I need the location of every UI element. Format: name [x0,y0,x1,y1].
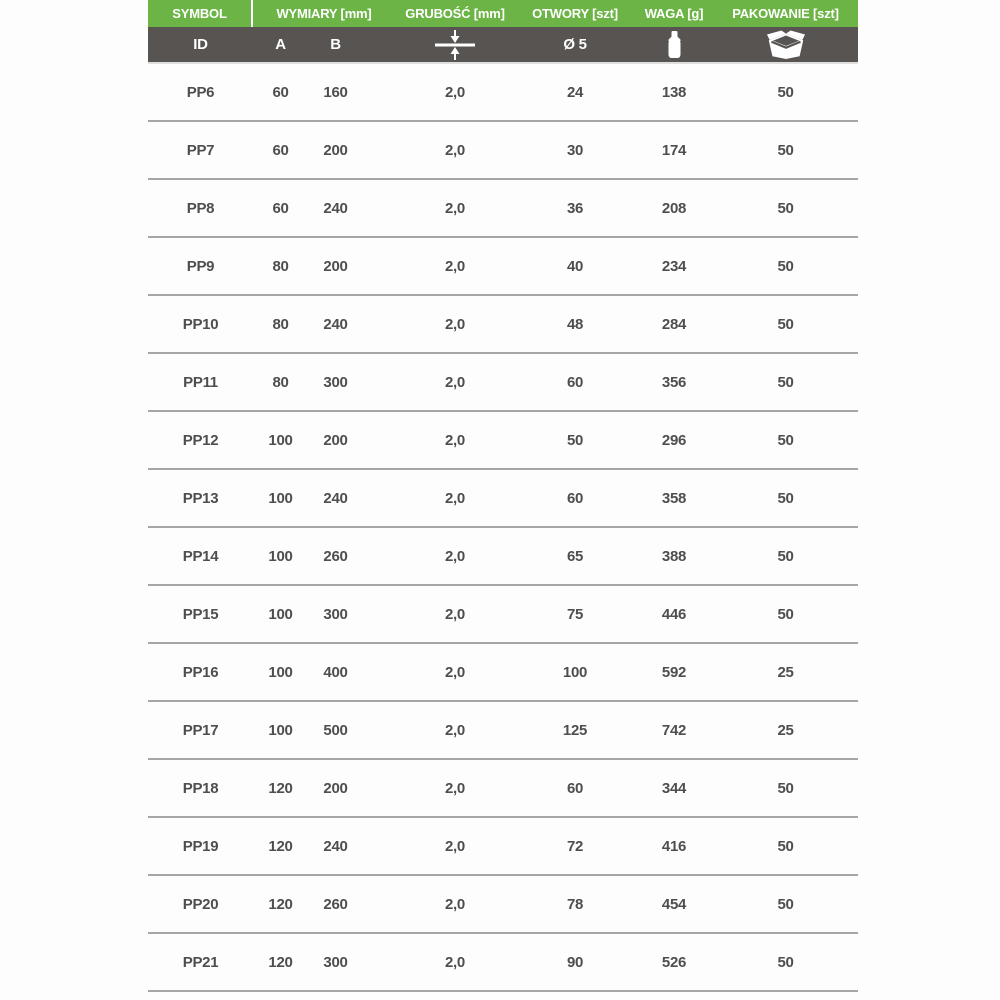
table-header-row [148,0,858,27]
header-grubosc-label: GRUBOŚĆ [mm] [405,6,505,21]
cell-holes: 50 [566,431,584,449]
cell-spacer [363,354,395,410]
cell-spacer [363,644,395,700]
cell-holes: 60 [566,373,584,391]
subheader-a [253,27,308,62]
cell-spacer [363,470,395,526]
cell-packaging: 50 [777,199,794,217]
table-row [148,180,858,238]
table-row [148,702,858,760]
cell-dim-b: 300 [323,953,348,971]
header-wymiary-label: WYMIARY [mm] [276,6,372,21]
cell-symbol-id: PP11 [183,373,218,391]
cell-packaging: 50 [777,431,794,449]
cell-symbol-id: PP8 [186,199,215,217]
cell-holes: 75 [566,605,584,623]
cell-holes: 30 [566,141,584,159]
cell-weight: 174 [661,141,687,159]
cell-weight: 234 [661,257,687,275]
cell-dim-a: 100 [268,721,293,739]
cell-weight: 454 [661,895,687,913]
table-row [148,470,858,528]
subheader-hole-diameter [515,27,635,62]
table-row [148,238,858,296]
cell-thickness: 2,0 [445,837,465,855]
cell-symbol-id: PP13 [182,489,219,507]
cell-symbol-id: PP16 [182,663,219,681]
subheader-b [308,27,363,62]
cell-symbol-id: PP7 [186,141,215,159]
cell-packaging: 50 [777,257,794,275]
cell-dim-a: 80 [272,373,289,391]
cell-thickness: 2,0 [445,605,465,623]
header-otwory [515,0,635,27]
cell-holes: 78 [566,895,584,913]
cell-spacer [363,528,395,584]
cell-spacer [363,296,395,352]
cell-weight: 356 [661,373,687,391]
cell-dim-a: 120 [268,953,293,971]
cell-symbol-id: PP20 [182,895,219,913]
cell-packaging: 50 [777,547,794,565]
cell-holes: 36 [566,199,584,217]
header-grubosc [395,0,515,27]
table-body [148,64,858,992]
cell-spacer [363,702,395,758]
cell-dim-b: 260 [323,547,348,565]
cell-thickness: 2,0 [445,663,465,681]
cell-symbol-id: PP21 [182,953,219,971]
cell-weight: 592 [661,663,687,681]
table-row [148,528,858,586]
cell-holes: 65 [566,547,584,565]
weight-icon [635,27,713,62]
subheader-spacer [363,27,395,62]
cell-holes: 72 [566,837,584,855]
cell-packaging: 50 [777,83,794,101]
cell-dim-b: 240 [323,315,348,333]
cell-dim-b: 300 [323,373,348,391]
cell-weight: 358 [661,489,687,507]
cell-spacer [363,876,395,932]
cell-thickness: 2,0 [445,547,465,565]
cell-symbol-id: PP9 [186,257,215,275]
table-row [148,818,858,876]
cell-spacer [363,760,395,816]
cell-symbol-id: PP6 [186,83,215,101]
cell-dim-b: 500 [323,721,348,739]
cell-thickness: 2,0 [445,721,465,739]
header-symbol-label: SYMBOL [172,6,227,21]
header-otwory-label: OTWORY [szt] [532,6,618,21]
cell-weight: 208 [661,199,687,217]
cell-holes: 90 [566,953,584,971]
cell-thickness: 2,0 [445,953,465,971]
subheader-a-label: A [275,36,286,53]
cell-dim-b: 240 [323,199,348,217]
cell-weight: 344 [661,779,687,797]
cell-dim-a: 80 [272,315,289,333]
table-row [148,412,858,470]
cell-dim-b: 240 [323,489,348,507]
cell-spacer [363,412,395,468]
cell-weight: 296 [661,431,687,449]
cell-thickness: 2,0 [445,315,465,333]
subheader-id-label: ID [193,36,208,53]
cell-packaging: 25 [777,721,794,739]
cell-dim-b: 200 [323,257,348,275]
cell-holes: 125 [562,721,588,739]
cell-symbol-id: PP12 [182,431,219,449]
cell-dim-a: 100 [268,663,293,681]
cell-dim-b: 300 [323,605,348,623]
table-subheader-row [148,27,858,64]
cell-spacer [363,180,395,236]
cell-holes: 100 [562,663,588,681]
cell-thickness: 2,0 [445,489,465,507]
cell-packaging: 50 [777,837,794,855]
cell-dim-a: 100 [268,547,293,565]
cell-packaging: 50 [777,141,794,159]
cell-packaging: 50 [777,895,794,913]
cell-dim-a: 120 [268,779,293,797]
cell-dim-a: 60 [272,141,289,159]
cell-thickness: 2,0 [445,141,465,159]
table-row [148,644,858,702]
cell-dim-a: 80 [272,257,289,275]
cell-spacer [363,64,395,120]
cell-dim-b: 160 [323,83,348,101]
cell-dim-a: 120 [268,837,293,855]
subheader-id [148,27,253,62]
cell-weight: 388 [661,547,687,565]
cell-thickness: 2,0 [445,373,465,391]
table-row [148,934,858,992]
cell-weight: 742 [661,721,687,739]
cell-spacer [363,586,395,642]
cell-packaging: 50 [777,779,794,797]
cell-dim-b: 400 [323,663,348,681]
cell-weight: 138 [661,83,687,101]
cell-thickness: 2,0 [445,431,465,449]
table-row [148,64,858,122]
cell-holes: 40 [566,257,584,275]
header-waga [635,0,713,27]
cell-holes: 24 [566,83,584,101]
table-row [148,586,858,644]
cell-dim-a: 100 [268,431,293,449]
cell-holes: 60 [566,489,584,507]
header-symbol [148,0,253,27]
cell-symbol-id: PP18 [182,779,219,797]
table-row [148,876,858,934]
cell-packaging: 50 [777,953,794,971]
cell-holes: 60 [566,779,584,797]
cell-thickness: 2,0 [445,83,465,101]
cell-dim-a: 60 [272,83,289,101]
cell-spacer [363,934,395,990]
cell-dim-a: 60 [272,199,289,217]
cell-spacer [363,818,395,874]
header-wymiary [253,0,395,27]
product-spec-table [148,0,858,992]
cell-packaging: 50 [777,605,794,623]
cell-symbol-id: PP10 [182,315,219,333]
table-row [148,354,858,412]
cell-thickness: 2,0 [445,257,465,275]
cell-dim-b: 240 [323,837,348,855]
cell-dim-b: 200 [323,779,348,797]
table-row [148,760,858,818]
cell-dim-a: 100 [268,489,293,507]
cell-dim-b: 200 [323,141,348,159]
subheader-b-label: B [330,36,341,53]
thickness-compression-icon [395,27,515,62]
cell-packaging: 50 [777,315,794,333]
cell-weight: 284 [661,315,687,333]
cell-spacer [363,238,395,294]
cell-dim-b: 200 [323,431,348,449]
table-row [148,122,858,180]
cell-holes: 48 [566,315,584,333]
open-box-icon [713,27,858,62]
header-pakowanie [713,0,858,27]
cell-symbol-id: PP14 [182,547,219,565]
cell-spacer [363,122,395,178]
header-pakowanie-label: PAKOWANIE [szt] [732,6,839,21]
cell-dim-a: 100 [268,605,293,623]
cell-symbol-id: PP15 [182,605,219,623]
cell-symbol-id: PP17 [182,721,219,739]
cell-packaging: 50 [777,489,794,507]
cell-dim-b: 260 [323,895,348,913]
cell-dim-a: 120 [268,895,293,913]
cell-weight: 416 [661,837,687,855]
cell-packaging: 50 [777,373,794,391]
hole-diameter-label: Ø 5 [563,36,587,53]
cell-thickness: 2,0 [445,895,465,913]
cell-weight: 446 [661,605,687,623]
cell-thickness: 2,0 [445,199,465,217]
table-row [148,296,858,354]
cell-packaging: 25 [777,663,794,681]
cell-weight: 526 [661,953,687,971]
header-waga-label: WAGA [g] [644,6,704,21]
cell-thickness: 2,0 [445,779,465,797]
cell-symbol-id: PP19 [182,837,219,855]
